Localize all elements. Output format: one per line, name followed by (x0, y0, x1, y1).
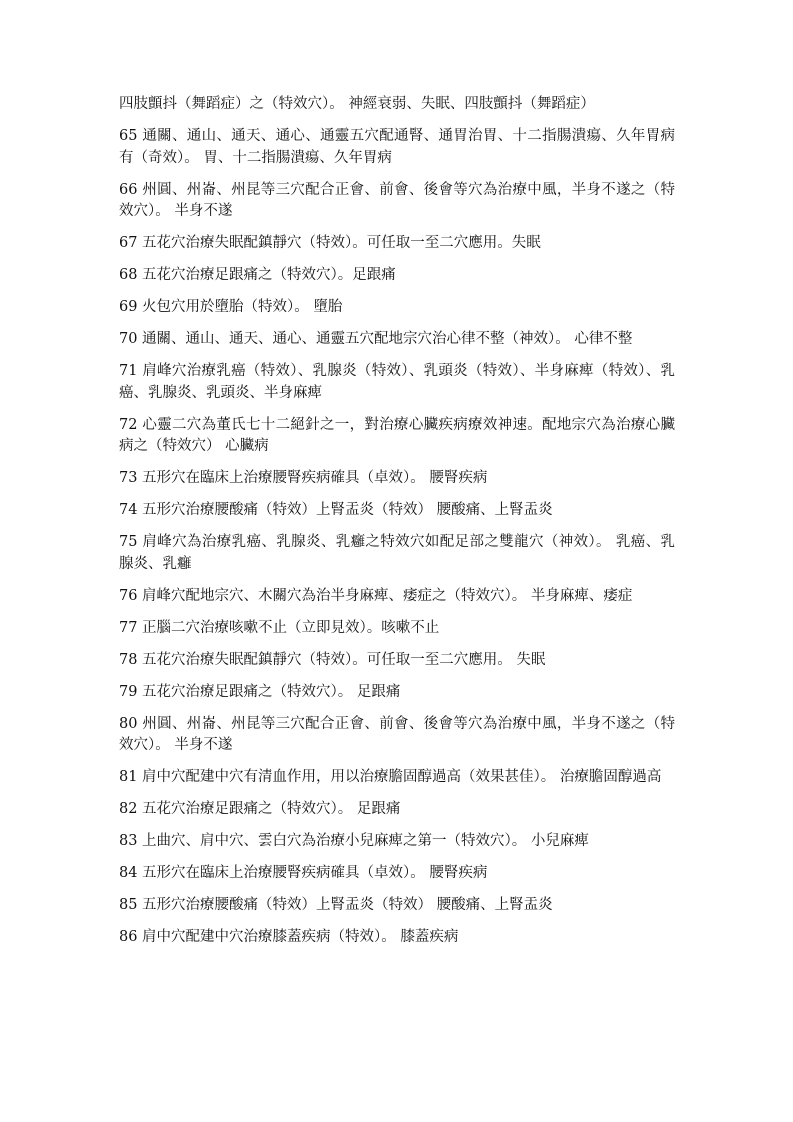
paragraph: 70 通關、通山、通天、通心、通靈五穴配地宗穴治心律不整（神效）。 心律不整 (119, 331, 633, 347)
paragraph: 86 肩中穴配建中穴治療膝蓋疾病（特效）。 膝蓋疾病 (119, 929, 459, 945)
paragraph: 65 通關、通山、通天、通心、通靈五穴配通腎、通胃治胃、十二指腸潰瘍、久年胃病有（奇效）。 胃、十二指腸潰瘍、久年胃病 (119, 128, 675, 166)
paragraph: 80 州圓、州崙、州昆等三穴配合正會、前會、後會等穴為治療中風，半身不遂之（特效穴）。 半身不遂 (119, 715, 675, 753)
paragraph: 69 火包穴用於墮胎（特效）。 墮胎 (119, 299, 343, 315)
paragraph: 68 五花穴治療足跟痛之（特效穴）。足跟痛 (119, 267, 396, 283)
paragraph: 75 肩峰穴為治療乳癌、乳腺炎、乳癰之特效穴如配足部之雙龍穴（神效）。 乳癌、乳腺炎、乳癰 (119, 534, 675, 572)
paragraph: 74 五形穴治療腰酸痛（特效）上腎盂炎（特效） 腰酸痛、上腎盂炎 (119, 502, 553, 518)
paragraph: 67 五花穴治療失眠配鎮靜穴（特效）。可任取一至二穴應用。失眠 (119, 235, 541, 251)
paragraph: 79 五花穴治療足跟痛之（特效穴）。 足跟痛 (119, 683, 401, 700)
paragraph: 83 上曲穴、肩中穴、雲白穴為治療小兒麻痺之第一（特效穴）。 小兒麻痺 (119, 833, 589, 849)
paragraph: 85 五形穴治療腰酸痛（特效）上腎盂炎（特效） 腰酸痛、上腎盂炎 (119, 897, 553, 913)
paragraph: 81 肩中穴配建中穴有清血作用，用以治療膽固醇過高（效果甚佳）。 治療膽固醇過高 (119, 769, 662, 785)
paragraph: 78 五花穴治療失眠配鎮靜穴（特效）。可任取一至二穴應用。 失眠 (119, 651, 546, 668)
paragraph: 82 五花穴治療足跟痛之（特效穴）。 足跟痛 (119, 801, 401, 817)
paragraph: 四肢顫抖（舞蹈症）之（特效穴）。 神經衰弱、失眠、四肢顫抖（舞蹈症） (119, 96, 595, 112)
paragraph: 73 五形穴在臨床上治療腰腎疾病確具（卓效）。 腰腎疾病 (119, 470, 488, 486)
paragraph: 84 五形穴在臨床上治療腰腎疾病確具（卓效）。 腰腎疾病 (119, 865, 488, 881)
paragraph: 77 正腦二穴治療咳嗽不止（立即見效）。咳嗽不止 (119, 619, 440, 636)
paragraph: 66 州圓、州崙、州昆等三穴配合正會、前會、後會等穴為治療中風，半身不遂之（特效穴）。 半身不遂 (119, 181, 675, 219)
paragraph: 71 肩峰穴治療乳癌（特效）、乳腺炎（特效）、乳頭炎（特效）、半身麻痺（特效）、乳癌、乳腺炎、乳頭炎、半身麻痺 (119, 363, 675, 401)
paragraph: 76 肩峰穴配地宗穴、木關穴為治半身麻痺、痿症之（特效穴）。 半身麻痺、痿症 (119, 587, 633, 604)
document-body (119, 94, 675, 959)
paragraph: 72 心靈二穴為董氏七十二絕針之一，對治療心臟疾病療效神速。配地宗穴為治療心臟病之（特效穴） 心臟病 (119, 416, 675, 454)
